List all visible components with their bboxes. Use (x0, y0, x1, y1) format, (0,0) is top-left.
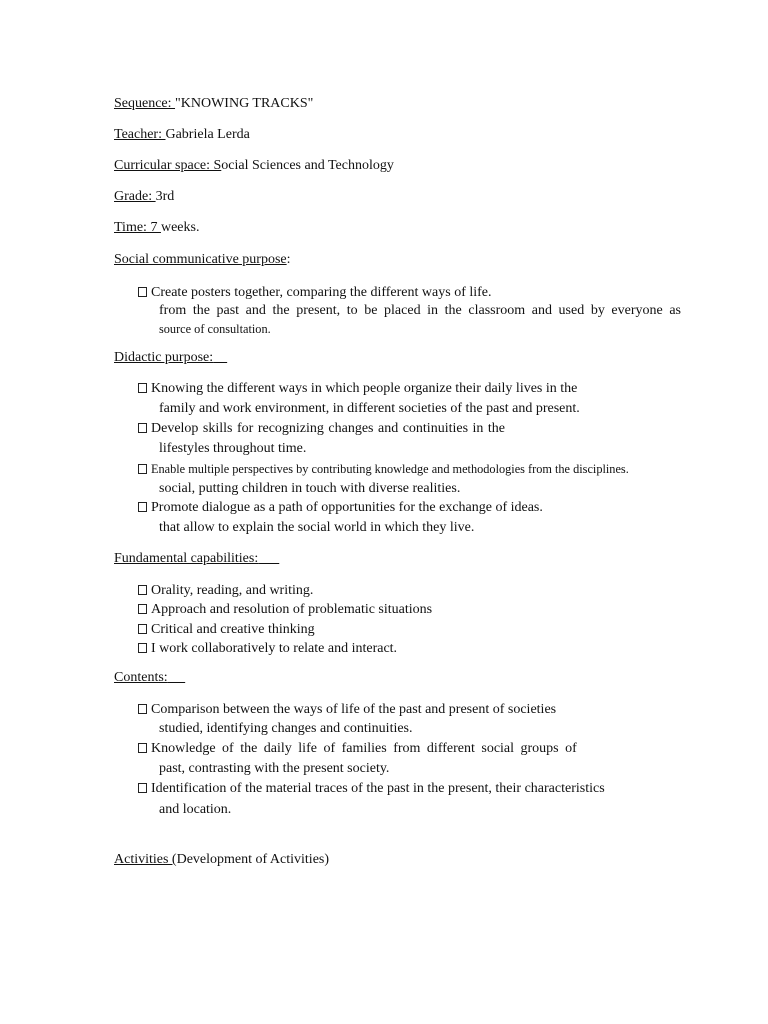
bullet-box-icon (138, 743, 147, 753)
bullet-box-icon (138, 423, 147, 433)
activities-heading-rest: Development of Activities) (176, 852, 330, 867)
list-item-text: Identification of the material traces of the past in the present, their characteristics (151, 781, 605, 796)
bullet-box-icon (138, 585, 147, 595)
social-purpose-heading-text: Social communicative purpose (114, 252, 287, 267)
list-item (138, 701, 556, 719)
list-item-text: Approach and resolution of problematic situations (151, 602, 433, 617)
bullet-box-icon (138, 624, 147, 634)
curricular-space-label: Curricular space: S (114, 158, 222, 173)
grade-line (114, 188, 174, 206)
list-item (138, 640, 397, 658)
list-item (138, 420, 505, 438)
list-item-text: Knowledge of the daily life of families from different social groups of (151, 741, 577, 756)
list-item-continuation: and location. (159, 802, 232, 817)
list-item (138, 499, 543, 517)
list-item-text: Knowing the different ways in which people organize their daily lives in the (151, 381, 578, 396)
teacher-label: Teacher: (114, 127, 166, 142)
time-label: Time: 7 (114, 220, 161, 235)
social-purpose-heading-colon: : (286, 252, 291, 267)
list-item (138, 284, 492, 302)
time-line (114, 219, 199, 237)
list-item-continuation: family and work environment, in different societies of the past and present. (159, 401, 580, 416)
list-item-text: Critical and creative thinking (151, 622, 315, 637)
bullet-box-icon (138, 383, 147, 393)
time-value: weeks. (160, 220, 200, 235)
list-item-continuation: studied, identifying changes and continuities. (159, 721, 413, 736)
list-item-continuation: source of consultation. (159, 322, 271, 336)
teacher-value: Gabriela Lerda (165, 127, 250, 142)
list-item-continuation: social, putting children in touch with diverse realities. (159, 481, 461, 496)
bullet-box-icon (138, 643, 147, 653)
list-item-text: Orality, reading, and writing. (151, 583, 314, 598)
capabilities-heading (114, 550, 279, 568)
sequence-value: "KNOWING TRACKS" (175, 96, 314, 111)
contents-heading (114, 669, 185, 687)
list-item-text: I work collaboratively to relate and interact. (151, 641, 398, 656)
activities-heading-underlined: Activities ( (114, 852, 177, 867)
list-item-continuation: lifestyles throughout time. (159, 441, 307, 456)
bullet-box-icon (138, 502, 147, 512)
grade-value: 3rd (155, 189, 175, 204)
list-item (138, 780, 605, 798)
list-item-text: Develop skills for recognizing changes and continuities in the (151, 421, 506, 436)
list-item-text: Enable multiple perspectives by contributing knowledge and methodologies from the disciplines. (151, 462, 629, 476)
didactic-purpose-heading-text: Didactic purpose: (114, 350, 214, 365)
list-item-continuation: past, contrasting with the present society. (159, 761, 390, 776)
list-item (138, 460, 629, 478)
list-item-text: Create posters together, comparing the different ways of life. (151, 285, 492, 300)
sequence-label: Sequence: (114, 96, 176, 111)
social-purpose-heading (114, 251, 291, 269)
curricular-space-line (114, 157, 394, 175)
list-item (138, 621, 315, 639)
bullet-box-icon (138, 783, 147, 793)
list-item-continuation: from the past and the present, to be placed in the classroom and used by everyone as (159, 303, 681, 318)
sequence-line (114, 95, 313, 113)
bullet-box-icon (138, 604, 147, 614)
activities-heading (114, 851, 329, 869)
curricular-space-value: ocial Sciences and Technology (221, 158, 394, 173)
bullet-box-icon (138, 287, 147, 297)
teacher-line (114, 126, 250, 144)
bullet-box-icon (138, 464, 147, 474)
list-item (138, 380, 577, 398)
bullet-box-icon (138, 704, 147, 714)
list-item (138, 601, 432, 619)
list-item (138, 740, 577, 758)
capabilities-heading-text: Fundamental capabilities: (114, 551, 259, 566)
grade-label: Grade: (114, 189, 156, 204)
didactic-purpose-heading (114, 349, 227, 367)
list-item-continuation: that allow to explain the social world in which they live. (159, 520, 475, 535)
contents-heading-text: Contents: (114, 670, 168, 685)
list-item-text: Comparison between the ways of life of the past and present of societies (151, 702, 557, 717)
list-item-text: Promote dialogue as a path of opportunities for the exchange of ideas. (151, 500, 543, 515)
list-item (138, 582, 313, 600)
